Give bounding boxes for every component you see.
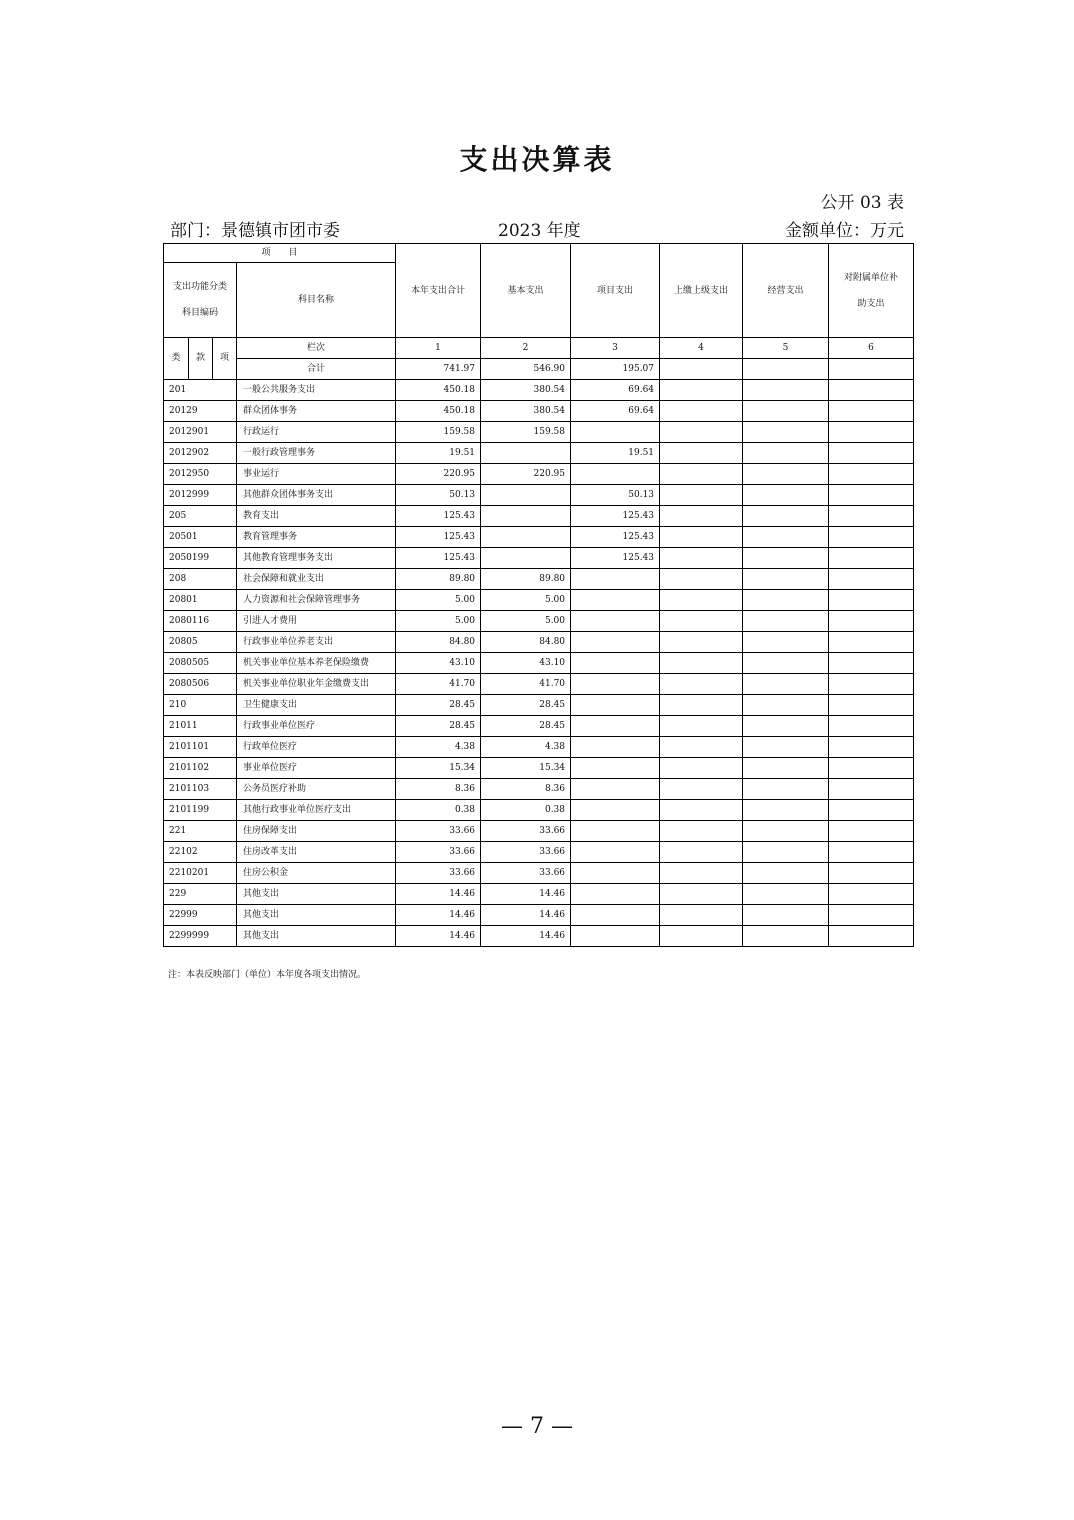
row-subsidy	[829, 569, 914, 590]
table-row	[164, 632, 914, 653]
row-subject-name: 人力资源和社会保障管理事务	[237, 590, 396, 611]
row-code: 20805	[164, 632, 237, 653]
table-row	[164, 779, 914, 800]
row-total: 89.80	[396, 569, 481, 590]
row-total: 33.66	[396, 821, 481, 842]
row-business	[743, 779, 829, 800]
row-total: 5.00	[396, 611, 481, 632]
row-subject-name: 机关事业单位基本养老保险缴费	[237, 653, 396, 674]
row-project	[571, 884, 660, 905]
header-kuan: 款	[189, 338, 213, 380]
row-subsidy	[829, 632, 914, 653]
row-basic	[481, 548, 571, 569]
row-code: 22102	[164, 842, 237, 863]
row-total: 14.46	[396, 884, 481, 905]
row-upper	[660, 401, 743, 422]
row-business	[743, 464, 829, 485]
row-subsidy	[829, 527, 914, 548]
row-upper	[660, 821, 743, 842]
row-total: 41.70	[396, 674, 481, 695]
row-total: 28.45	[396, 716, 481, 737]
row-subject-name: 行政单位医疗	[237, 737, 396, 758]
row-upper	[660, 863, 743, 884]
row-project	[571, 653, 660, 674]
row-basic: 41.70	[481, 674, 571, 695]
header-business: 经营支出	[743, 244, 829, 338]
row-code: 2050199	[164, 548, 237, 569]
row-subsidy	[829, 779, 914, 800]
row-project	[571, 695, 660, 716]
row-total: 0.38	[396, 800, 481, 821]
row-code: 2080116	[164, 611, 237, 632]
row-upper	[660, 653, 743, 674]
row-subsidy	[829, 716, 914, 737]
row-code: 2012901	[164, 422, 237, 443]
header-subject-name: 科目名称	[237, 263, 396, 338]
row-code: 210	[164, 695, 237, 716]
row-subject-name: 教育支出	[237, 506, 396, 527]
row-upper	[660, 779, 743, 800]
row-business	[743, 737, 829, 758]
row-subsidy	[829, 611, 914, 632]
row-project	[571, 422, 660, 443]
row-project: 125.43	[571, 527, 660, 548]
row-code: 20129	[164, 401, 237, 422]
row-total: 450.18	[396, 401, 481, 422]
row-code: 221	[164, 821, 237, 842]
table-row	[164, 926, 914, 947]
row-basic: 4.38	[481, 737, 571, 758]
col-index-4: 4	[660, 338, 743, 359]
row-basic: 33.66	[481, 863, 571, 884]
row-business	[743, 380, 829, 401]
row-total: 220.95	[396, 464, 481, 485]
row-business	[743, 485, 829, 506]
row-subsidy	[829, 863, 914, 884]
table-row	[164, 821, 914, 842]
row-business	[743, 611, 829, 632]
page-title: 支出决算表	[459, 143, 615, 176]
row-upper	[660, 611, 743, 632]
row-total: 125.43	[396, 506, 481, 527]
row-business	[743, 926, 829, 947]
table-row	[164, 506, 914, 527]
row-upper	[660, 485, 743, 506]
row-business	[743, 632, 829, 653]
row-basic: 380.54	[481, 380, 571, 401]
table-row	[164, 695, 914, 716]
row-upper	[660, 716, 743, 737]
header-total: 本年支出合计	[396, 244, 481, 338]
row-subsidy	[829, 485, 914, 506]
row-code: 205	[164, 506, 237, 527]
department-label: 部门：景德镇市团市委	[170, 221, 340, 241]
row-business	[743, 905, 829, 926]
row-project	[571, 821, 660, 842]
row-code: 229	[164, 884, 237, 905]
table-row	[164, 548, 914, 569]
row-subject-name: 行政事业单位养老支出	[237, 632, 396, 653]
row-subject-name: 住房改革支出	[237, 842, 396, 863]
row-business	[743, 422, 829, 443]
row-subsidy	[829, 758, 914, 779]
sum-subsidy	[829, 359, 914, 380]
row-business	[743, 401, 829, 422]
row-basic: 28.45	[481, 695, 571, 716]
row-business	[743, 863, 829, 884]
row-subject-name: 公务员医疗补助	[237, 779, 396, 800]
col-index-6: 6	[829, 338, 914, 359]
row-upper	[660, 548, 743, 569]
row-subject-name: 其他支出	[237, 926, 396, 947]
row-code: 20501	[164, 527, 237, 548]
row-code: 2101101	[164, 737, 237, 758]
row-basic: 5.00	[481, 590, 571, 611]
row-subject-name: 引进人才费用	[237, 611, 396, 632]
row-subsidy	[829, 905, 914, 926]
header-subsidy-line2: 助支出	[857, 298, 885, 309]
row-subsidy	[829, 674, 914, 695]
sum-basic: 546.90	[481, 359, 571, 380]
row-subject-name: 其他群众团体事务支出	[237, 485, 396, 506]
table-row	[164, 590, 914, 611]
row-upper	[660, 926, 743, 947]
row-subject-name: 其他支出	[237, 884, 396, 905]
row-subsidy	[829, 464, 914, 485]
row-total: 8.36	[396, 779, 481, 800]
row-project: 69.64	[571, 401, 660, 422]
row-code: 22999	[164, 905, 237, 926]
table-row	[164, 758, 914, 779]
table-row	[164, 422, 914, 443]
col-index-3: 3	[571, 338, 660, 359]
row-subject-name: 住房保障支出	[237, 821, 396, 842]
row-subject-name: 一般公共服务支出	[237, 380, 396, 401]
header-project-expense: 项目支出	[571, 244, 660, 338]
col-index-2: 2	[481, 338, 571, 359]
row-upper	[660, 674, 743, 695]
header-lanci: 栏次	[237, 338, 396, 359]
row-subsidy	[829, 590, 914, 611]
row-total: 50.13	[396, 485, 481, 506]
row-basic: 5.00	[481, 611, 571, 632]
row-total: 33.66	[396, 863, 481, 884]
header-func-code	[164, 263, 237, 338]
row-subject-name: 教育管理事务	[237, 527, 396, 548]
row-project	[571, 590, 660, 611]
row-code: 2210201	[164, 863, 237, 884]
row-subsidy	[829, 737, 914, 758]
row-project: 125.43	[571, 548, 660, 569]
row-subject-name: 事业单位医疗	[237, 758, 396, 779]
row-code: 2080506	[164, 674, 237, 695]
row-business	[743, 443, 829, 464]
row-total: 14.46	[396, 905, 481, 926]
row-subsidy	[829, 506, 914, 527]
row-project	[571, 758, 660, 779]
row-basic	[481, 506, 571, 527]
row-basic: 380.54	[481, 401, 571, 422]
header-subsidy	[829, 244, 914, 338]
row-subsidy	[829, 380, 914, 401]
row-upper	[660, 905, 743, 926]
row-total: 19.51	[396, 443, 481, 464]
row-upper	[660, 884, 743, 905]
row-total: 4.38	[396, 737, 481, 758]
header-upper: 上缴上级支出	[660, 244, 743, 338]
row-subsidy	[829, 653, 914, 674]
row-upper	[660, 800, 743, 821]
table-row	[164, 569, 914, 590]
sum-total: 741.97	[396, 359, 481, 380]
table-row	[164, 674, 914, 695]
row-upper	[660, 443, 743, 464]
row-subsidy	[829, 422, 914, 443]
row-total: 5.00	[396, 590, 481, 611]
row-basic: 14.46	[481, 905, 571, 926]
row-subsidy	[829, 695, 914, 716]
row-subsidy	[829, 926, 914, 947]
row-project	[571, 464, 660, 485]
row-upper	[660, 422, 743, 443]
row-upper	[660, 632, 743, 653]
table-note: 注：本表反映部门（单位）本年度各项支出情况。	[168, 970, 367, 980]
row-business	[743, 695, 829, 716]
table-row	[164, 653, 914, 674]
table-row	[164, 800, 914, 821]
row-basic: 15.34	[481, 758, 571, 779]
row-total: 14.46	[396, 926, 481, 947]
row-business	[743, 506, 829, 527]
table-row	[164, 464, 914, 485]
row-business	[743, 758, 829, 779]
row-basic: 14.46	[481, 884, 571, 905]
row-code: 2012950	[164, 464, 237, 485]
row-subject-name: 社会保障和就业支出	[237, 569, 396, 590]
row-subject-name: 行政运行	[237, 422, 396, 443]
row-total: 125.43	[396, 527, 481, 548]
row-basic	[481, 527, 571, 548]
row-upper	[660, 737, 743, 758]
row-subject-name: 住房公积金	[237, 863, 396, 884]
row-project	[571, 863, 660, 884]
row-business	[743, 842, 829, 863]
row-total: 450.18	[396, 380, 481, 401]
row-business	[743, 548, 829, 569]
row-total: 159.58	[396, 422, 481, 443]
row-subject-name: 一般行政管理事务	[237, 443, 396, 464]
row-subsidy	[829, 800, 914, 821]
row-basic: 14.46	[481, 926, 571, 947]
row-subsidy	[829, 548, 914, 569]
table-row	[164, 443, 914, 464]
row-subsidy	[829, 884, 914, 905]
page-number: — 7 —	[501, 1414, 573, 1439]
table-row	[164, 884, 914, 905]
row-total: 15.34	[396, 758, 481, 779]
row-project	[571, 611, 660, 632]
row-upper	[660, 527, 743, 548]
row-subject-name: 卫生健康支出	[237, 695, 396, 716]
row-basic: 84.80	[481, 632, 571, 653]
row-subject-name: 机关事业单位职业年金缴费支出	[237, 674, 396, 695]
row-code: 201	[164, 380, 237, 401]
row-project: 69.64	[571, 380, 660, 401]
row-business	[743, 590, 829, 611]
row-project	[571, 905, 660, 926]
row-subject-name: 其他教育管理事务支出	[237, 548, 396, 569]
row-subject-name: 其他支出	[237, 905, 396, 926]
row-basic: 43.10	[481, 653, 571, 674]
row-basic: 8.36	[481, 779, 571, 800]
row-code: 2299999	[164, 926, 237, 947]
row-subsidy	[829, 821, 914, 842]
row-upper	[660, 464, 743, 485]
header-project: 项 目	[164, 244, 396, 263]
table-row	[164, 905, 914, 926]
amount-unit: 金额单位：万元	[785, 221, 904, 241]
row-project: 19.51	[571, 443, 660, 464]
row-total: 84.80	[396, 632, 481, 653]
col-index-5: 5	[743, 338, 829, 359]
row-business	[743, 569, 829, 590]
row-subsidy	[829, 443, 914, 464]
row-code: 21011	[164, 716, 237, 737]
row-business	[743, 716, 829, 737]
row-code: 2101103	[164, 779, 237, 800]
fiscal-year: 2023 年度	[498, 221, 581, 241]
row-subsidy	[829, 401, 914, 422]
row-upper	[660, 590, 743, 611]
row-subject-name: 行政事业单位医疗	[237, 716, 396, 737]
row-subject-name: 事业运行	[237, 464, 396, 485]
header-basic: 基本支出	[481, 244, 571, 338]
row-total: 33.66	[396, 842, 481, 863]
row-basic: 0.38	[481, 800, 571, 821]
row-subsidy	[829, 842, 914, 863]
row-subject-name: 其他行政事业单位医疗支出	[237, 800, 396, 821]
table-row	[164, 380, 914, 401]
row-upper	[660, 506, 743, 527]
row-upper	[660, 758, 743, 779]
row-subject-name: 群众团体事务	[237, 401, 396, 422]
row-code: 2012902	[164, 443, 237, 464]
row-project	[571, 779, 660, 800]
header-class: 类	[164, 338, 189, 380]
row-basic: 220.95	[481, 464, 571, 485]
row-business	[743, 674, 829, 695]
row-project	[571, 926, 660, 947]
table-row	[164, 737, 914, 758]
row-business	[743, 527, 829, 548]
table-row	[164, 611, 914, 632]
header-func-code-line2: 科目编码	[181, 308, 218, 318]
table-row	[164, 485, 914, 506]
table-row	[164, 527, 914, 548]
row-basic: 33.66	[481, 842, 571, 863]
table-row	[164, 401, 914, 422]
col-index-1: 1	[396, 338, 481, 359]
row-code: 20801	[164, 590, 237, 611]
row-business	[743, 800, 829, 821]
row-basic: 28.45	[481, 716, 571, 737]
row-project: 125.43	[571, 506, 660, 527]
table-row	[164, 716, 914, 737]
row-code: 2101199	[164, 800, 237, 821]
header-subsidy-line1: 对附属单位补	[844, 272, 899, 283]
row-code: 2101102	[164, 758, 237, 779]
row-project	[571, 716, 660, 737]
form-number: 公开 03 表	[820, 193, 904, 213]
row-project	[571, 842, 660, 863]
row-project	[571, 569, 660, 590]
row-project	[571, 800, 660, 821]
row-basic	[481, 443, 571, 464]
sum-label: 合计	[237, 359, 396, 380]
row-total: 43.10	[396, 653, 481, 674]
sum-project: 195.07	[571, 359, 660, 380]
row-upper	[660, 842, 743, 863]
row-project	[571, 632, 660, 653]
row-business	[743, 653, 829, 674]
expenditure-table	[163, 243, 914, 947]
header-func-code-line1: 支出功能分类	[172, 282, 227, 292]
sum-business	[743, 359, 829, 380]
row-basic: 159.58	[481, 422, 571, 443]
sum-upper	[660, 359, 743, 380]
row-business	[743, 821, 829, 842]
row-project: 50.13	[571, 485, 660, 506]
row-project	[571, 737, 660, 758]
row-total: 125.43	[396, 548, 481, 569]
table-row	[164, 842, 914, 863]
row-upper	[660, 569, 743, 590]
row-code: 2080505	[164, 653, 237, 674]
row-business	[743, 884, 829, 905]
row-project	[571, 674, 660, 695]
row-basic: 33.66	[481, 821, 571, 842]
table-row	[164, 863, 914, 884]
header-xiang: 项	[213, 338, 237, 380]
row-upper	[660, 380, 743, 401]
row-total: 28.45	[396, 695, 481, 716]
row-basic	[481, 485, 571, 506]
row-basic: 89.80	[481, 569, 571, 590]
row-code: 2012999	[164, 485, 237, 506]
row-upper	[660, 695, 743, 716]
row-code: 208	[164, 569, 237, 590]
